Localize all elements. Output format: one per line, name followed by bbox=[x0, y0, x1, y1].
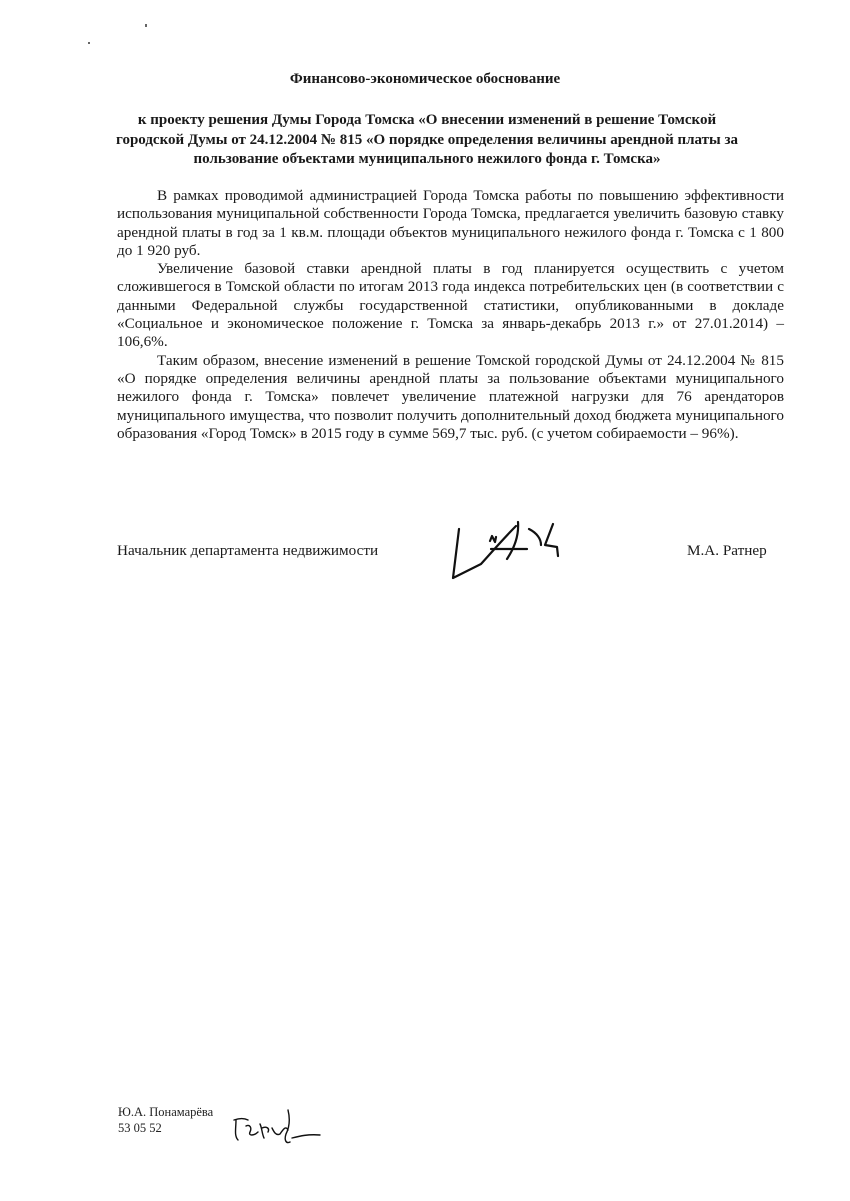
executor-initials-signature bbox=[228, 1098, 328, 1148]
handwritten-signature bbox=[445, 515, 575, 585]
document-title: Финансово-экономическое обоснование bbox=[289, 71, 561, 87]
paragraph-1: В рамках проводимой администрацией Города Томска работы по повышению эффективности использования муниципальной собственности Города Томска, предлагается увеличить базовую ставку арендной платы в год за 1 кв.м. площади объектов муниципального нежилого фонда г. Томска с 1 800 до 1 920 руб. bbox=[117, 187, 784, 259]
scan-speck bbox=[88, 42, 90, 44]
signatory-name: М.А. Ратнер bbox=[687, 542, 767, 559]
executor-name: Ю.А. Понамарёва bbox=[118, 1105, 214, 1119]
paragraph-2: Увеличение базовой ставки арендной платы в год планируется осуществить с учетом сложившегося в Томской области по итогам 2013 года индекса потребительских цен (в соответствии с данными Федеральной службы государственной статистики, опубликованными в докладе «Социальное и экономическое положение г. Томска за январь-декабрь 2013 г.» от 27.01.2014) – 106,6%. bbox=[117, 260, 784, 351]
scan-speck bbox=[145, 24, 147, 27]
paragraph-3: Таким образом, внесение изменений в решение Томской городской Думы от 24.12.2004 № 815 «О порядке определения величины арендной платы за пользование объектами муниципального нежилого фонда г. Томска» повлечет увеличение платежной нагрузки для 76 арендаторов муниципального имущества, что позволит получить дополнительный доход бюджета муниципального образования «Город Томск» в 2015 году в сумме 569,7 тыс. руб. (с учетом собираемости – 96%). bbox=[117, 351, 784, 442]
document-subtitle: к проекту решения Думы Города Томска «О внесении изменений в решение Томской городской Думы от 24.12.2004 № 815 «О порядке определения величины арендной платы за пользование объектами муниципального нежилого фонда г. Томска» bbox=[116, 112, 738, 167]
signatory-position: Начальник департамента недвижимости bbox=[117, 542, 379, 559]
executor-phone: 53 05 52 bbox=[118, 1121, 162, 1135]
executor-info bbox=[118, 1104, 213, 1136]
document-body bbox=[117, 187, 784, 443]
